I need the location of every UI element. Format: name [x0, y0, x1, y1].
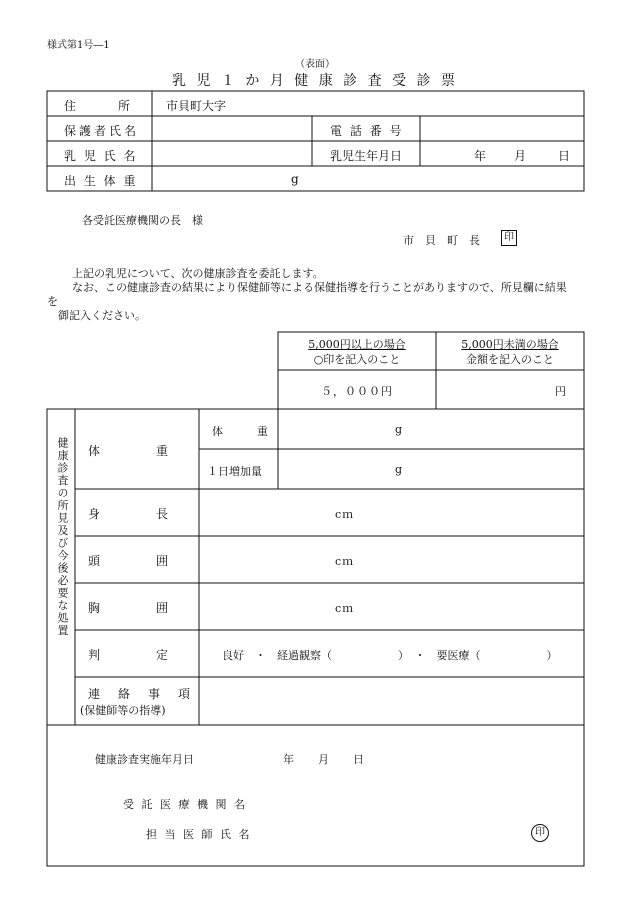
- exam-date-label: 健康診査実施年月日: [95, 753, 194, 766]
- guardian-name-label: 保護者氏名: [64, 124, 140, 138]
- birth-day-unit: 日: [558, 149, 571, 163]
- exam-month-unit: 月: [318, 753, 329, 766]
- fee-col1-head1: 5,000円以上の場合: [308, 338, 406, 351]
- daily-gain-label: １日増加量: [207, 465, 262, 478]
- exam-year-unit: 年: [283, 753, 294, 766]
- weight-label: 体 重: [88, 444, 174, 458]
- side-label: （表面）: [295, 59, 335, 70]
- birth-weight-label: 出 生 体 重: [64, 174, 138, 188]
- weight-unit-g: g: [395, 423, 403, 436]
- page-title: 乳 児 １ か 月 健 康 診 査 受 診 票: [172, 73, 458, 89]
- judgment-label: 判 定: [88, 648, 174, 662]
- institution-label: 受 託 医 療 機 関 名: [123, 798, 247, 811]
- addressee: 各受託医療機関の長 様: [82, 214, 203, 227]
- doctor-name-label: 担 当 医 師 氏 名: [146, 828, 252, 841]
- chest-circumference-label: 胸 囲: [88, 601, 174, 615]
- body-line-2: なお、この健康診査の結果により保健師等による保健指導を行うことがありますので、所見欄に結果: [72, 281, 567, 294]
- issuer-seal: 印: [501, 230, 517, 246]
- contact-label: 連 絡 事 項: [88, 687, 194, 701]
- fee-col1-value: ５，０００円: [321, 385, 393, 398]
- chest-unit-cm: cｍ: [335, 602, 355, 615]
- head-unit-cm: cｍ: [335, 555, 355, 568]
- doctor-seal: 印: [531, 824, 549, 842]
- birth-year-unit: 年: [474, 149, 487, 163]
- daily-gain-unit-g: g: [395, 463, 403, 476]
- body-line-1: 上記の乳児について、次の健康診査を委託します。: [72, 267, 324, 280]
- exam-day-unit: 日: [353, 753, 364, 766]
- address-value: 市貝町大字: [166, 99, 227, 113]
- body-line-4: 御記入ください。: [58, 309, 146, 322]
- birth-month-unit: 月: [514, 149, 527, 163]
- birthdate-label: 乳児生年月日: [330, 149, 403, 163]
- judgment-options: 良好 ・ 経過観察（ ） ・ 要医療（ ）: [222, 649, 558, 662]
- findings-side-label: 健康診査の所見及び今後必要な処置: [56, 437, 69, 637]
- phone-label: 電 話 番 号: [330, 124, 404, 138]
- weight-sub-label: 体 重: [212, 425, 272, 438]
- fee-col2-head1: 5,000円未満の場合: [461, 338, 559, 351]
- issuer: 市 貝 町 長: [403, 234, 480, 247]
- fee-col1-head2: ○印を記入のこと: [313, 353, 401, 366]
- fee-col2-value: 円: [555, 385, 566, 398]
- contact-sub-label: (保健師等の指導): [80, 704, 166, 717]
- infant-name-label: 乳 児 氏 名: [64, 149, 138, 163]
- body-line-3: を: [47, 295, 58, 308]
- head-circumference-label: 頭 囲: [88, 554, 174, 568]
- fee-col2-head2: 金額を記入のこと: [466, 353, 554, 366]
- form-number: 様式第1号―1: [47, 40, 110, 51]
- height-unit-cm: cｍ: [335, 508, 355, 521]
- height-label: 身 長: [88, 507, 174, 521]
- address-label: 住 所: [64, 99, 137, 113]
- birth-weight-unit: g: [291, 172, 299, 186]
